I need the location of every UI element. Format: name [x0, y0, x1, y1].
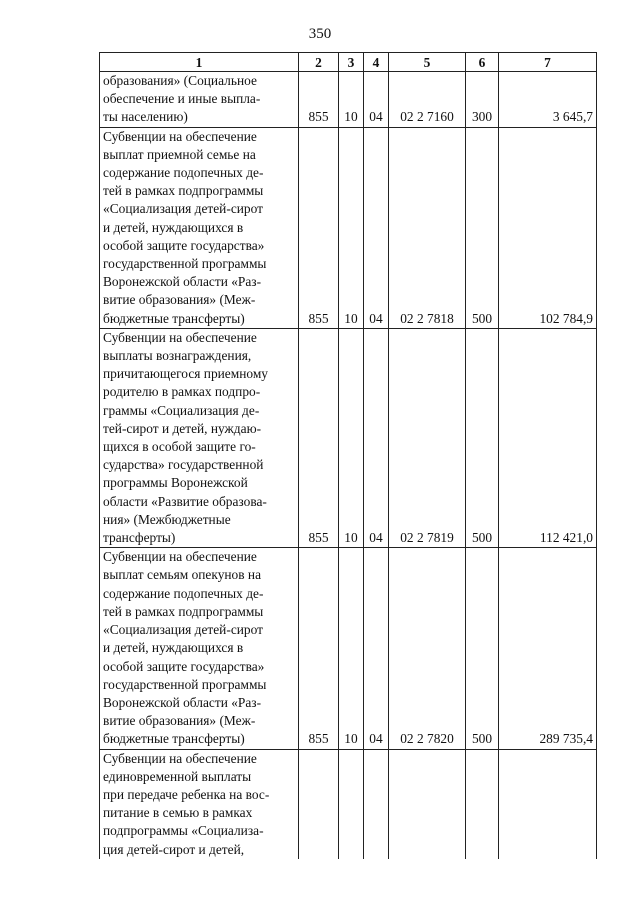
header-col-5: 5 [389, 53, 466, 72]
row-description: Субвенции на обеспечение выплаты вознаграждения, причитающегося приемному родителю в рамках подпро- граммы «Социализация де- тей-сирот и детей, нуждаю- щихся в особой защите го- сударства» государственной программы Воронежской области «Развитие образова- ния» (Межбюджетные трансферты) [100, 328, 299, 547]
header-row [100, 53, 597, 72]
row-section-code: 10 [339, 548, 364, 749]
row-expense-type: 500 [466, 127, 499, 328]
row-target-article: 02 2 7819 [389, 328, 466, 547]
row-expense-type [466, 749, 499, 859]
row-subsection-code [364, 749, 389, 859]
row-description: Субвенции на обеспечение выплат приемной семье на содержание подопечных де- тей в рамках подпрограммы «Социализация детей-сирот и детей, нуждающихся в особой защите государства» государственной программы Воронежской области «Раз- витие образования» (Меж- бюджетные трансферты) [100, 127, 299, 328]
row-description: образования» (Социальное обеспечение и иные выпла- ты населению) [100, 72, 299, 128]
row-amount: 112 421,0 [499, 328, 597, 547]
header-col-4: 4 [364, 53, 389, 72]
row-ministry-code [299, 749, 339, 859]
header-col-1: 1 [100, 53, 299, 72]
row-target-article: 02 2 7820 [389, 548, 466, 749]
row-subsection-code: 04 [364, 72, 389, 128]
row-expense-type: 500 [466, 328, 499, 547]
row-target-article: 02 2 7160 [389, 72, 466, 128]
row-section-code: 10 [339, 328, 364, 547]
row-section-code: 10 [339, 127, 364, 328]
row-description: Субвенции на обеспечение выплат семьям опекунов на содержание подопечных де- тей в рамках подпрограммы «Социализация детей-сирот и детей, нуждающихся в особой защите государства» государственной программы Воронежской области «Раз- витие образования» (Меж- бюджетные трансферты) [100, 548, 299, 749]
row-ministry-code: 855 [299, 72, 339, 128]
row-target-article [389, 749, 466, 859]
table-row [100, 749, 597, 859]
row-expense-type: 500 [466, 548, 499, 749]
table-row [100, 127, 597, 328]
row-amount: 3 645,7 [499, 72, 597, 128]
row-description: Субвенции на обеспечение единовременной выплаты при передаче ребенка на вос- питание в семью в рамках подпрограммы «Социализа- ция детей-сирот и детей, [100, 749, 299, 859]
row-subsection-code: 04 [364, 127, 389, 328]
row-ministry-code: 855 [299, 328, 339, 547]
row-section-code [339, 749, 364, 859]
row-subsection-code: 04 [364, 328, 389, 547]
row-expense-type: 300 [466, 72, 499, 128]
budget-table [99, 52, 597, 859]
table-row [100, 548, 597, 749]
row-amount: 289 735,4 [499, 548, 597, 749]
row-target-article: 02 2 7818 [389, 127, 466, 328]
page-number: 350 [308, 26, 332, 42]
row-amount [499, 749, 597, 859]
header-col-6: 6 [466, 53, 499, 72]
table-row [100, 72, 597, 128]
row-ministry-code: 855 [299, 548, 339, 749]
table-row [100, 328, 597, 547]
row-section-code: 10 [339, 72, 364, 128]
row-ministry-code: 855 [299, 127, 339, 328]
row-amount: 102 784,9 [499, 127, 597, 328]
header-col-2: 2 [299, 53, 339, 72]
header-col-3: 3 [339, 53, 364, 72]
row-subsection-code: 04 [364, 548, 389, 749]
header-col-7: 7 [499, 53, 597, 72]
